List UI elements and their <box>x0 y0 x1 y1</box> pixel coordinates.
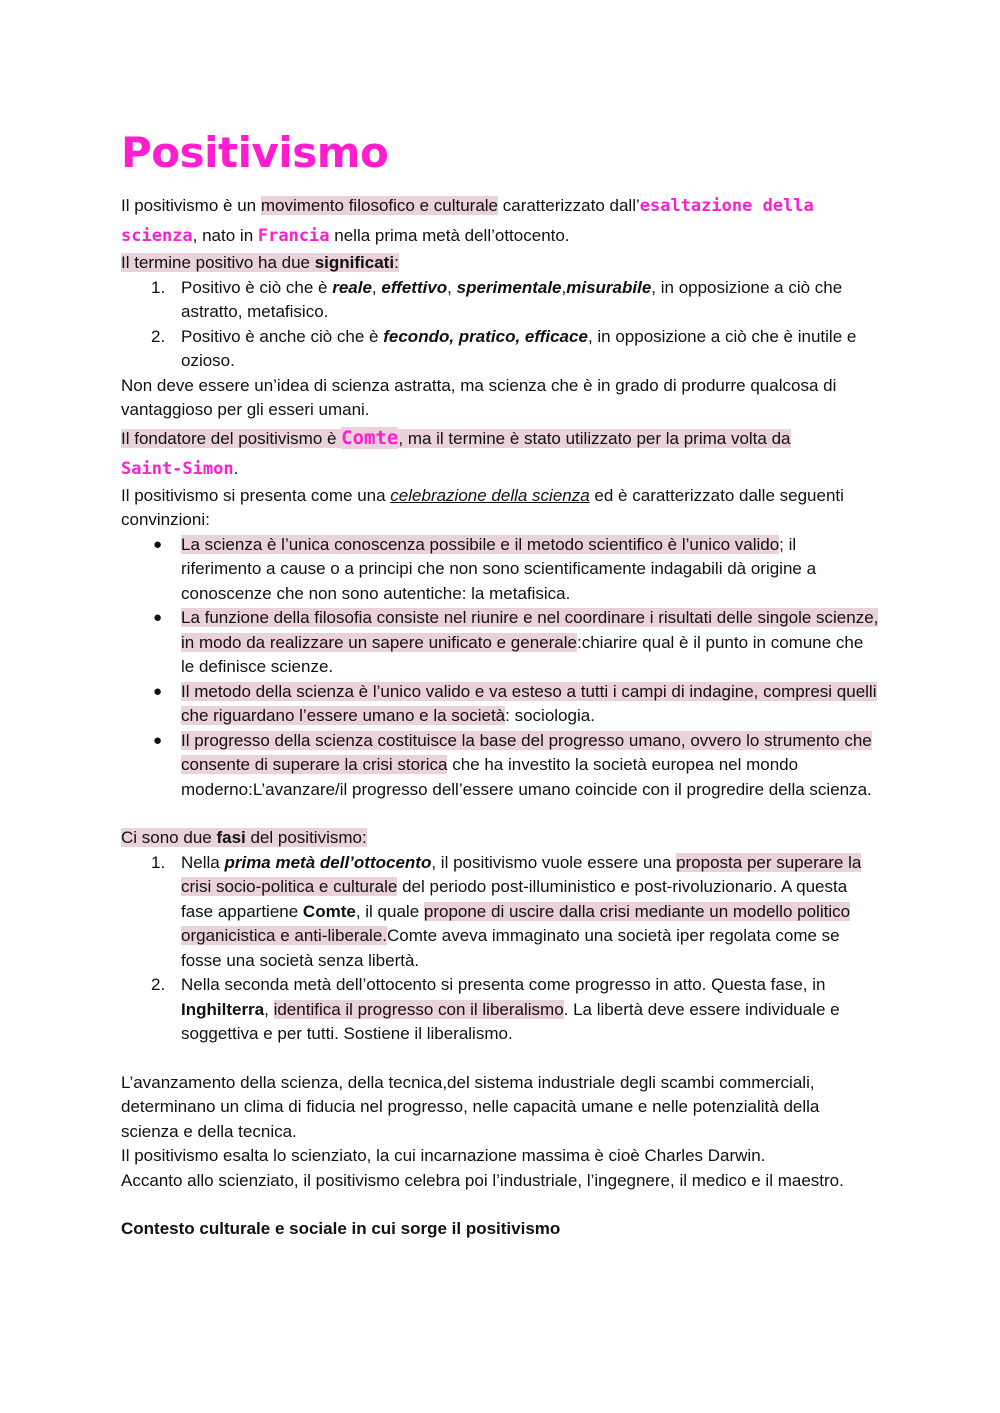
list-highlight: propone di uscire dalla crisi mediante un modello politico organicistica e anti-liberale. <box>181 901 851 945</box>
intro-pink-francia: Francia <box>257 226 330 246</box>
bullet-text: :chiarire qual è il punto in comune che le definisce scienze. <box>181 632 864 676</box>
nondeve-paragraph: Non deve essere un’idea di scienza astratta, ma scienza che è in grado di produrre qualcosa di vantaggioso per gli esseri umani. <box>121 375 837 419</box>
bullet-icon: ● <box>153 609 163 626</box>
intro-text-e: , nato in <box>192 226 258 245</box>
presenta-text-a: Il positivismo si presenta come una <box>121 485 391 505</box>
fasi-text-c: del positivismo: <box>245 828 367 847</box>
list-number: 1. <box>151 852 166 872</box>
intro-text-a: Il positivismo è un <box>121 196 261 215</box>
significati-paragraph <box>121 251 881 276</box>
list-text: Comte aveva immaginato una società iper regolata come se fosse una società senza libertà. <box>181 926 840 970</box>
esalta-paragraph: Il positivismo esalta lo scienziato, la cui incarnazione massima è cioè Charles Darwin. <box>121 1146 766 1165</box>
avanzamento-paragraph: L’avanzamento della scienza, della tecnica,del sistema industriale degli scambi commerciali, determinano un clima di fiducia nel progresso, nelle capacità umane e nelle potenzialità della scienza e della tecnica. <box>121 1072 820 1141</box>
list-text: Positivo è ciò che è <box>181 277 333 297</box>
fondatore-text-c: , ma il termine è stato utilizzato per la prima volta da <box>398 428 791 448</box>
list-text: Nella seconda metà dell’ottocento si presenta come progresso in atto. Questa fase, in <box>181 975 826 994</box>
list-number: 2. <box>151 326 166 346</box>
list-text: del periodo post-illuministico e post-rivoluzionario. A questa fase appartiene <box>181 877 848 921</box>
bullet-text: : sociologia. <box>505 706 595 725</box>
list-item <box>121 325 881 374</box>
spacer <box>121 1047 881 1071</box>
spacer <box>121 1193 881 1217</box>
list-text: , <box>264 999 274 1019</box>
list-text: . La libertà deve essere individuale e soggettiva e per tutti. Sostiene il liberalismo. <box>181 999 840 1043</box>
list-highlight: proposta per superare la crisi socio-politica e culturale <box>181 852 862 896</box>
bullet-highlight: La scienza è l’unica conoscenza possibile e il metodo scientifico è l’unico valido <box>181 534 780 554</box>
fondatore-comte: Comte <box>341 426 399 449</box>
list-text: , il quale <box>355 901 424 921</box>
presenta-paragraph <box>121 484 881 533</box>
list-text: , <box>561 277 567 297</box>
fasi-paragraph <box>121 826 881 851</box>
list-bold-italic: misurabile <box>566 277 652 297</box>
intro-paragraph <box>121 191 881 251</box>
bullet-item <box>121 729 881 803</box>
fondatore-saint-simon: Saint-Simon <box>121 458 234 479</box>
section-heading: Contesto culturale e sociale in cui sorge il positivismo <box>121 1219 561 1238</box>
intro-text-c: caratterizzato dall’ <box>498 196 640 215</box>
significati-bold: significati <box>314 253 395 272</box>
bullet-item <box>121 680 881 729</box>
fasi-bold: fasi <box>216 828 246 847</box>
document-body <box>121 127 881 1242</box>
bullet-item <box>121 533 881 607</box>
list-bold-italic: fecondo, pratico, efficace <box>383 326 588 346</box>
list-bold-italic: prima metà dell’ottocento <box>224 852 432 872</box>
intro-text-g: nella prima metà dell’ottocento. <box>329 226 570 245</box>
list-text: , in opposizione a ciò che astratto, metafisico. <box>181 277 843 321</box>
list-bold-italic: effettivo <box>381 277 448 297</box>
presenta-underlined: celebrazione della scienza <box>390 485 590 505</box>
intro-pink-scienza: esaltazione della scienza <box>121 196 814 246</box>
bullet-text: che ha investito la società europea nel mondo moderno:L’avanzare/il progresso dell’essere umano coincide con il progredire della scienza. <box>181 755 872 799</box>
spacer <box>121 802 881 826</box>
list-text: Positivo è anche ciò che è <box>181 326 384 346</box>
list-item <box>121 851 881 974</box>
bullet-highlight: Il metodo della scienza è l’unico valido e va esteso a tutti i campi di indagine, compresi quelli che riguardano l’essere umano e la società <box>181 681 877 725</box>
fondatore-period: . <box>233 458 239 478</box>
intro-highlight: movimento filosofico e culturale <box>260 196 499 215</box>
list-bold-italic: reale <box>332 277 372 297</box>
bullet-highlight: Il progresso della scienza costituisce la base del progresso umano, ovvero lo strumento che consente di superare la crisi storica <box>181 730 872 774</box>
bullet-highlight: La funzione della filosofia consiste nel riunire e nel coordinare i risultati delle singole scienze, in modo da realizzare un sapere unificato e generale <box>181 608 879 652</box>
list-number: 1. <box>151 277 166 297</box>
list-text: , <box>447 277 457 297</box>
bullet-icon: ● <box>153 682 163 700</box>
bullet-item <box>121 606 881 680</box>
list-text: , il positivismo vuole essere una <box>431 852 677 872</box>
list-item <box>121 276 881 325</box>
accanto-paragraph: Accanto allo scienziato, il positivismo celebra poi l’industriale, l’ingegnere, il medico e il maestro. <box>121 1170 844 1190</box>
list-number: 2. <box>151 975 166 994</box>
bullet-icon: ● <box>153 535 163 553</box>
convinzioni-list <box>121 533 881 803</box>
fondatore-text-a: Il fondatore del positivismo è <box>121 428 342 448</box>
fondatore-paragraph <box>121 423 881 484</box>
bullet-text: ; il riferimento a cause o a principi che non sono scientificamente indagabili dà origine a conoscenze che non sono autentiche: la metafisica. <box>181 534 817 603</box>
bullet-icon: ● <box>153 731 163 749</box>
list-item <box>121 973 881 1047</box>
list-text: Nella <box>181 852 225 872</box>
list-text: , <box>371 277 382 297</box>
significati-list <box>121 276 881 374</box>
list-text: , in opposizione a ciò che è inutile e ozioso. <box>181 326 857 370</box>
list-bold: Inghilterra <box>181 999 265 1019</box>
presenta-text-c: ed è caratterizzato dalle seguenti convinzioni: <box>121 485 844 529</box>
fasi-list <box>121 851 881 1047</box>
list-highlight: identifica il progresso con il liberalismo <box>273 999 564 1019</box>
significati-text: Il termine positivo ha due <box>121 253 315 272</box>
list-bold: Comte <box>302 901 356 921</box>
significati-colon: : <box>394 253 399 272</box>
list-bold-italic: sperimentale <box>456 277 562 297</box>
page-title: Positivismo <box>121 128 389 177</box>
fasi-text-a: Ci sono due <box>121 828 217 847</box>
